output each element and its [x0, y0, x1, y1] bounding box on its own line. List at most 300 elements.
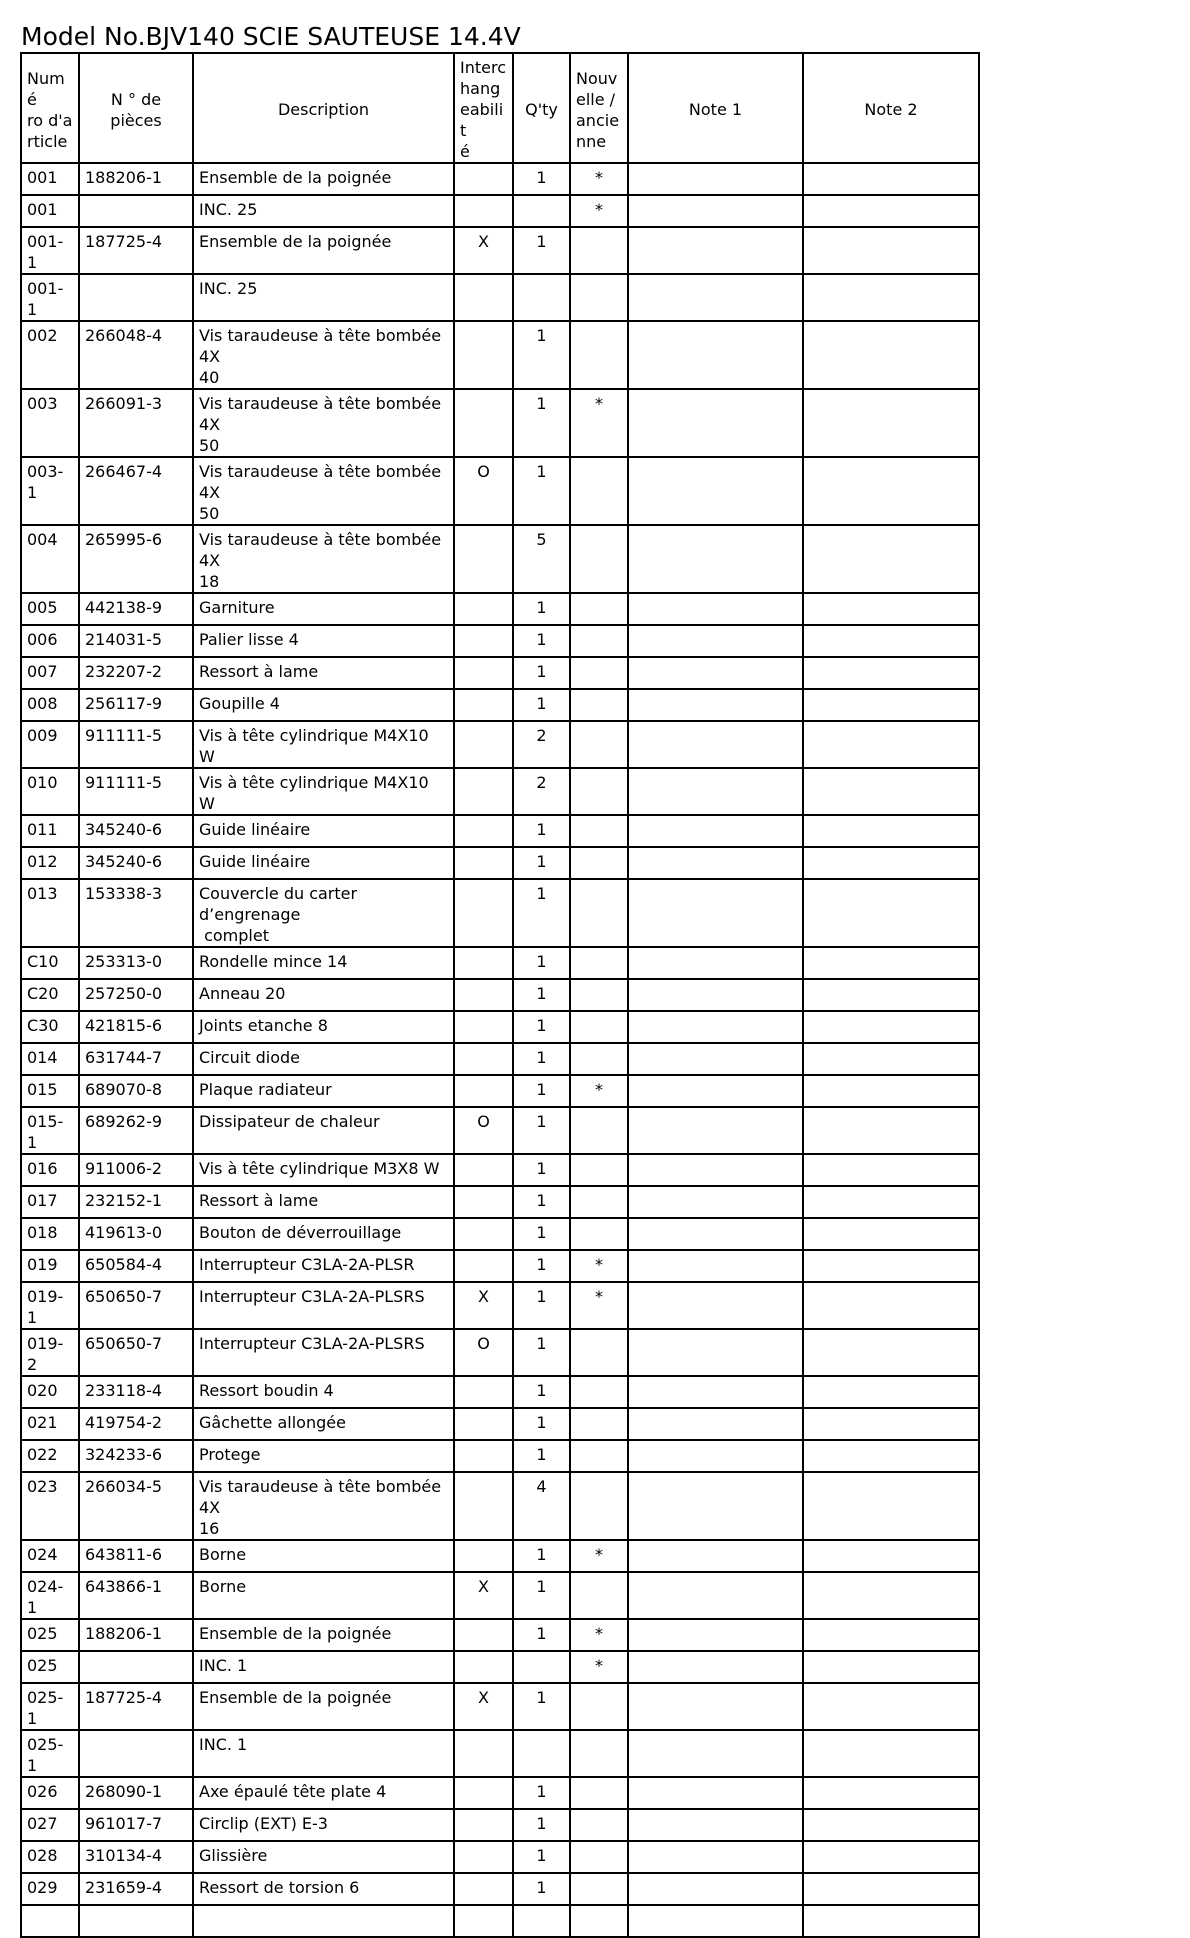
cell-description: Ensemble de la poignée — [193, 163, 454, 195]
cell-interchangeability — [454, 1250, 513, 1282]
cell-new-old — [570, 625, 628, 657]
cell-description: Interrupteur C3LA-2A-PLSR — [193, 1250, 454, 1282]
table-row — [21, 1683, 979, 1730]
cell-qty: 5 — [513, 525, 570, 593]
cell-new-old — [570, 1376, 628, 1408]
cell-note-2 — [803, 1540, 979, 1572]
table-row — [21, 1777, 979, 1809]
header-interchangeability: Interc hang eabilit é — [454, 53, 513, 163]
cell-part-no: 233118-4 — [79, 1376, 193, 1408]
cell-part-no: 153338-3 — [79, 879, 193, 947]
cell-part-no: 419754-2 — [79, 1408, 193, 1440]
cell-qty: 1 — [513, 1376, 570, 1408]
cell-interchangeability — [454, 525, 513, 593]
cell-interchangeability — [454, 1154, 513, 1186]
cell-item-no: 010 — [21, 768, 79, 815]
cell-new-old: * — [570, 1540, 628, 1572]
cell-new-old: * — [570, 1619, 628, 1651]
cell-note-1 — [628, 847, 803, 879]
cell-qty — [513, 1730, 570, 1777]
header-part-no: N ° de pièces — [79, 53, 193, 163]
cell-note-1 — [628, 1873, 803, 1905]
cell-note-1 — [628, 689, 803, 721]
cell-new-old — [570, 1186, 628, 1218]
cell-qty: 1 — [513, 389, 570, 457]
table-row — [21, 847, 979, 879]
cell-note-1 — [628, 947, 803, 979]
table-row — [21, 1043, 979, 1075]
cell-note-1 — [628, 1329, 803, 1376]
table-row — [21, 815, 979, 847]
table-row — [21, 525, 979, 593]
cell-description: Ressort à lame — [193, 657, 454, 689]
cell-new-old — [570, 457, 628, 525]
cell-note-1 — [628, 1250, 803, 1282]
cell-interchangeability: X — [454, 227, 513, 274]
cell-interchangeability — [454, 1651, 513, 1683]
header-note-2: Note 2 — [803, 53, 979, 163]
cell-note-2 — [803, 274, 979, 321]
cell-new-old — [570, 1408, 628, 1440]
cell-item-no: 028 — [21, 1841, 79, 1873]
cell-item-no: 001 — [21, 195, 79, 227]
table-row — [21, 1873, 979, 1905]
cell-note-1 — [628, 1011, 803, 1043]
header-note-1: Note 1 — [628, 53, 803, 163]
cell-qty: 1 — [513, 227, 570, 274]
cell-description: Palier lisse 4 — [193, 625, 454, 657]
cell-interchangeability — [454, 1905, 513, 1937]
cell-item-no: C20 — [21, 979, 79, 1011]
cell-description: Vis taraudeuse à tête bombée 4X 50 — [193, 457, 454, 525]
cell-qty — [513, 1651, 570, 1683]
cell-item-no: 005 — [21, 593, 79, 625]
cell-part-no: 650650-7 — [79, 1329, 193, 1376]
cell-interchangeability — [454, 321, 513, 389]
cell-description — [193, 1905, 454, 1937]
cell-item-no: 016 — [21, 1154, 79, 1186]
cell-item-no: 024-1 — [21, 1572, 79, 1619]
cell-new-old — [570, 1011, 628, 1043]
cell-qty: 1 — [513, 625, 570, 657]
cell-interchangeability — [454, 195, 513, 227]
cell-interchangeability: O — [454, 457, 513, 525]
cell-note-1 — [628, 1154, 803, 1186]
cell-interchangeability: O — [454, 1107, 513, 1154]
cell-part-no: 265995-6 — [79, 525, 193, 593]
table-row — [21, 1075, 979, 1107]
cell-interchangeability — [454, 389, 513, 457]
cell-item-no: 002 — [21, 321, 79, 389]
table-row — [21, 1905, 979, 1937]
cell-interchangeability — [454, 593, 513, 625]
header-description: Description — [193, 53, 454, 163]
cell-part-no: 266091-3 — [79, 389, 193, 457]
cell-part-no: 911111-5 — [79, 721, 193, 768]
cell-qty: 1 — [513, 689, 570, 721]
cell-interchangeability — [454, 163, 513, 195]
cell-item-no: C10 — [21, 947, 79, 979]
table-row — [21, 163, 979, 195]
cell-new-old — [570, 1873, 628, 1905]
table-row — [21, 1651, 979, 1683]
cell-interchangeability — [454, 1619, 513, 1651]
cell-interchangeability: O — [454, 1329, 513, 1376]
cell-note-1 — [628, 979, 803, 1011]
cell-note-2 — [803, 1043, 979, 1075]
cell-interchangeability — [454, 1218, 513, 1250]
table-header-row — [21, 53, 979, 163]
table-row — [21, 321, 979, 389]
cell-note-1 — [628, 457, 803, 525]
cell-interchangeability: X — [454, 1572, 513, 1619]
cell-part-no: 214031-5 — [79, 625, 193, 657]
cell-note-1 — [628, 1107, 803, 1154]
cell-part-no — [79, 274, 193, 321]
cell-item-no: 022 — [21, 1440, 79, 1472]
cell-note-2 — [803, 1376, 979, 1408]
cell-qty — [513, 195, 570, 227]
cell-new-old — [570, 1154, 628, 1186]
table-row — [21, 1440, 979, 1472]
cell-description: INC. 1 — [193, 1651, 454, 1683]
cell-new-old: * — [570, 1075, 628, 1107]
cell-note-2 — [803, 1619, 979, 1651]
cell-note-2 — [803, 1282, 979, 1329]
cell-description: Ressort à lame — [193, 1186, 454, 1218]
cell-part-no: 345240-6 — [79, 847, 193, 879]
cell-item-no: 021 — [21, 1408, 79, 1440]
cell-interchangeability — [454, 1043, 513, 1075]
cell-note-1 — [628, 657, 803, 689]
cell-qty: 1 — [513, 1777, 570, 1809]
cell-interchangeability — [454, 1841, 513, 1873]
cell-new-old — [570, 947, 628, 979]
cell-description: Joints etanche 8 — [193, 1011, 454, 1043]
cell-interchangeability — [454, 1186, 513, 1218]
cell-interchangeability — [454, 1540, 513, 1572]
cell-note-1 — [628, 274, 803, 321]
cell-note-2 — [803, 593, 979, 625]
cell-note-1 — [628, 321, 803, 389]
cell-note-2 — [803, 1651, 979, 1683]
cell-note-1 — [628, 1683, 803, 1730]
cell-interchangeability — [454, 979, 513, 1011]
cell-qty: 2 — [513, 721, 570, 768]
cell-note-1 — [628, 195, 803, 227]
cell-qty: 1 — [513, 1683, 570, 1730]
cell-new-old — [570, 979, 628, 1011]
cell-interchangeability — [454, 1809, 513, 1841]
header-new-old: Nouv elle / ancie nne — [570, 53, 628, 163]
cell-part-no: 689262-9 — [79, 1107, 193, 1154]
header-qty: Q'ty — [513, 53, 570, 163]
cell-part-no: 256117-9 — [79, 689, 193, 721]
cell-qty: 1 — [513, 1282, 570, 1329]
cell-qty: 1 — [513, 879, 570, 947]
cell-qty: 1 — [513, 163, 570, 195]
cell-description: Ressort boudin 4 — [193, 1376, 454, 1408]
cell-description: Glissière — [193, 1841, 454, 1873]
cell-interchangeability — [454, 689, 513, 721]
cell-interchangeability — [454, 1408, 513, 1440]
cell-part-no: 232152-1 — [79, 1186, 193, 1218]
cell-note-2 — [803, 163, 979, 195]
cell-item-no: 029 — [21, 1873, 79, 1905]
cell-item-no: 003-1 — [21, 457, 79, 525]
cell-description: INC. 1 — [193, 1730, 454, 1777]
cell-description: Vis à tête cylindrique M3X8 W — [193, 1154, 454, 1186]
cell-item-no: 023 — [21, 1472, 79, 1540]
cell-new-old: * — [570, 195, 628, 227]
cell-description: Interrupteur C3LA-2A-PLSRS — [193, 1329, 454, 1376]
cell-description: Plaque radiateur — [193, 1075, 454, 1107]
cell-note-1 — [628, 227, 803, 274]
table-row — [21, 274, 979, 321]
cell-new-old — [570, 1683, 628, 1730]
cell-interchangeability — [454, 1873, 513, 1905]
cell-note-1 — [628, 1905, 803, 1937]
cell-note-2 — [803, 1011, 979, 1043]
table-row — [21, 593, 979, 625]
cell-qty: 1 — [513, 1540, 570, 1572]
cell-note-1 — [628, 389, 803, 457]
cell-description: Vis à tête cylindrique M4X10 W — [193, 721, 454, 768]
cell-note-1 — [628, 879, 803, 947]
cell-qty: 1 — [513, 457, 570, 525]
cell-item-no: 027 — [21, 1809, 79, 1841]
cell-note-1 — [628, 1075, 803, 1107]
cell-description: INC. 25 — [193, 195, 454, 227]
cell-new-old — [570, 1329, 628, 1376]
cell-note-2 — [803, 389, 979, 457]
cell-interchangeability — [454, 947, 513, 979]
cell-new-old: * — [570, 163, 628, 195]
cell-qty — [513, 274, 570, 321]
cell-note-1 — [628, 625, 803, 657]
cell-new-old — [570, 657, 628, 689]
cell-new-old — [570, 768, 628, 815]
cell-note-2 — [803, 321, 979, 389]
cell-new-old — [570, 1572, 628, 1619]
parts-table — [20, 52, 980, 1938]
cell-qty: 1 — [513, 1572, 570, 1619]
cell-qty: 1 — [513, 1186, 570, 1218]
cell-part-no: 266467-4 — [79, 457, 193, 525]
cell-note-1 — [628, 525, 803, 593]
cell-item-no: 015 — [21, 1075, 79, 1107]
table-row — [21, 1376, 979, 1408]
cell-note-1 — [628, 593, 803, 625]
cell-qty: 1 — [513, 815, 570, 847]
cell-part-no — [79, 1730, 193, 1777]
table-row — [21, 1186, 979, 1218]
cell-item-no: 001 — [21, 163, 79, 195]
cell-note-1 — [628, 1282, 803, 1329]
cell-qty: 1 — [513, 1809, 570, 1841]
cell-note-2 — [803, 457, 979, 525]
cell-note-1 — [628, 1572, 803, 1619]
cell-item-no: 013 — [21, 879, 79, 947]
cell-item-no — [21, 1905, 79, 1937]
cell-description: Borne — [193, 1572, 454, 1619]
cell-new-old — [570, 1777, 628, 1809]
cell-note-2 — [803, 1873, 979, 1905]
cell-item-no: 025-1 — [21, 1730, 79, 1777]
cell-note-1 — [628, 1218, 803, 1250]
table-row — [21, 1572, 979, 1619]
cell-part-no: 650650-7 — [79, 1282, 193, 1329]
table-row — [21, 1730, 979, 1777]
cell-part-no: 911111-5 — [79, 768, 193, 815]
cell-item-no: 001-1 — [21, 227, 79, 274]
cell-note-1 — [628, 1809, 803, 1841]
cell-item-no: C30 — [21, 1011, 79, 1043]
cell-part-no: 187725-4 — [79, 1683, 193, 1730]
cell-note-2 — [803, 1841, 979, 1873]
cell-note-1 — [628, 1619, 803, 1651]
cell-new-old: * — [570, 1282, 628, 1329]
cell-qty — [513, 1905, 570, 1937]
cell-note-2 — [803, 227, 979, 274]
cell-new-old — [570, 847, 628, 879]
cell-note-2 — [803, 1472, 979, 1540]
cell-note-1 — [628, 1540, 803, 1572]
cell-new-old — [570, 815, 628, 847]
cell-note-2 — [803, 625, 979, 657]
cell-interchangeability — [454, 847, 513, 879]
header-item-no: Numé ro d'a rticle — [21, 53, 79, 163]
cell-interchangeability — [454, 1730, 513, 1777]
cell-item-no: 001-1 — [21, 274, 79, 321]
cell-part-no — [79, 1905, 193, 1937]
table-row — [21, 1107, 979, 1154]
cell-part-no: 419613-0 — [79, 1218, 193, 1250]
cell-new-old — [570, 689, 628, 721]
cell-interchangeability: X — [454, 1683, 513, 1730]
cell-note-2 — [803, 721, 979, 768]
cell-interchangeability — [454, 1440, 513, 1472]
cell-new-old — [570, 1043, 628, 1075]
cell-item-no: 004 — [21, 525, 79, 593]
cell-note-2 — [803, 768, 979, 815]
cell-new-old — [570, 1440, 628, 1472]
cell-interchangeability — [454, 625, 513, 657]
cell-note-2 — [803, 1218, 979, 1250]
cell-new-old — [570, 227, 628, 274]
cell-new-old — [570, 525, 628, 593]
cell-new-old — [570, 1472, 628, 1540]
cell-item-no: 025-1 — [21, 1683, 79, 1730]
cell-part-no: 266034-5 — [79, 1472, 193, 1540]
table-row — [21, 227, 979, 274]
cell-note-1 — [628, 1440, 803, 1472]
cell-item-no: 008 — [21, 689, 79, 721]
cell-part-no: 231659-4 — [79, 1873, 193, 1905]
cell-description: Bouton de déverrouillage — [193, 1218, 454, 1250]
cell-description: Vis taraudeuse à tête bombée 4X 40 — [193, 321, 454, 389]
cell-part-no: 421815-6 — [79, 1011, 193, 1043]
cell-note-2 — [803, 1250, 979, 1282]
table-row — [21, 1841, 979, 1873]
cell-qty: 1 — [513, 1619, 570, 1651]
cell-item-no: 026 — [21, 1777, 79, 1809]
cell-interchangeability — [454, 657, 513, 689]
cell-new-old — [570, 1841, 628, 1873]
cell-item-no: 006 — [21, 625, 79, 657]
cell-qty: 1 — [513, 1440, 570, 1472]
cell-qty: 1 — [513, 1011, 570, 1043]
cell-part-no: 188206-1 — [79, 1619, 193, 1651]
cell-item-no: 024 — [21, 1540, 79, 1572]
cell-qty: 1 — [513, 1075, 570, 1107]
cell-interchangeability — [454, 721, 513, 768]
cell-description: Couvercle du carter d’engrenage complet — [193, 879, 454, 947]
cell-item-no: 019-1 — [21, 1282, 79, 1329]
cell-note-1 — [628, 1472, 803, 1540]
cell-item-no: 020 — [21, 1376, 79, 1408]
cell-description: Protege — [193, 1440, 454, 1472]
table-row — [21, 1329, 979, 1376]
cell-note-2 — [803, 689, 979, 721]
cell-interchangeability — [454, 274, 513, 321]
cell-note-2 — [803, 1730, 979, 1777]
cell-qty: 4 — [513, 1472, 570, 1540]
cell-part-no: 310134-4 — [79, 1841, 193, 1873]
cell-part-no: 961017-7 — [79, 1809, 193, 1841]
cell-description: Guide linéaire — [193, 847, 454, 879]
cell-interchangeability — [454, 1472, 513, 1540]
cell-part-no — [79, 195, 193, 227]
document-title: Model No.BJV140 SCIE SAUTEUSE 14.4V — [21, 22, 521, 51]
cell-qty: 1 — [513, 321, 570, 389]
cell-part-no: 911006-2 — [79, 1154, 193, 1186]
cell-note-2 — [803, 1329, 979, 1376]
cell-note-2 — [803, 1075, 979, 1107]
cell-item-no: 017 — [21, 1186, 79, 1218]
cell-description: Anneau 20 — [193, 979, 454, 1011]
table-row — [21, 195, 979, 227]
cell-description: Rondelle mince 14 — [193, 947, 454, 979]
cell-part-no: 643811-6 — [79, 1540, 193, 1572]
cell-note-2 — [803, 847, 979, 879]
cell-part-no: 442138-9 — [79, 593, 193, 625]
cell-new-old — [570, 1107, 628, 1154]
cell-note-1 — [628, 768, 803, 815]
table-row — [21, 457, 979, 525]
table-row — [21, 721, 979, 768]
table-row — [21, 1154, 979, 1186]
cell-part-no: 257250-0 — [79, 979, 193, 1011]
cell-item-no: 018 — [21, 1218, 79, 1250]
cell-part-no: 650584-4 — [79, 1250, 193, 1282]
table-row — [21, 947, 979, 979]
cell-note-1 — [628, 163, 803, 195]
cell-note-1 — [628, 1730, 803, 1777]
table-row — [21, 1282, 979, 1329]
table-row — [21, 979, 979, 1011]
cell-note-2 — [803, 195, 979, 227]
cell-note-2 — [803, 947, 979, 979]
cell-description: Interrupteur C3LA-2A-PLSRS — [193, 1282, 454, 1329]
cell-part-no: 643866-1 — [79, 1572, 193, 1619]
cell-qty: 1 — [513, 1841, 570, 1873]
cell-description: Vis taraudeuse à tête bombée 4X 18 — [193, 525, 454, 593]
cell-note-2 — [803, 1777, 979, 1809]
cell-description: Borne — [193, 1540, 454, 1572]
cell-interchangeability — [454, 1011, 513, 1043]
cell-note-1 — [628, 1777, 803, 1809]
